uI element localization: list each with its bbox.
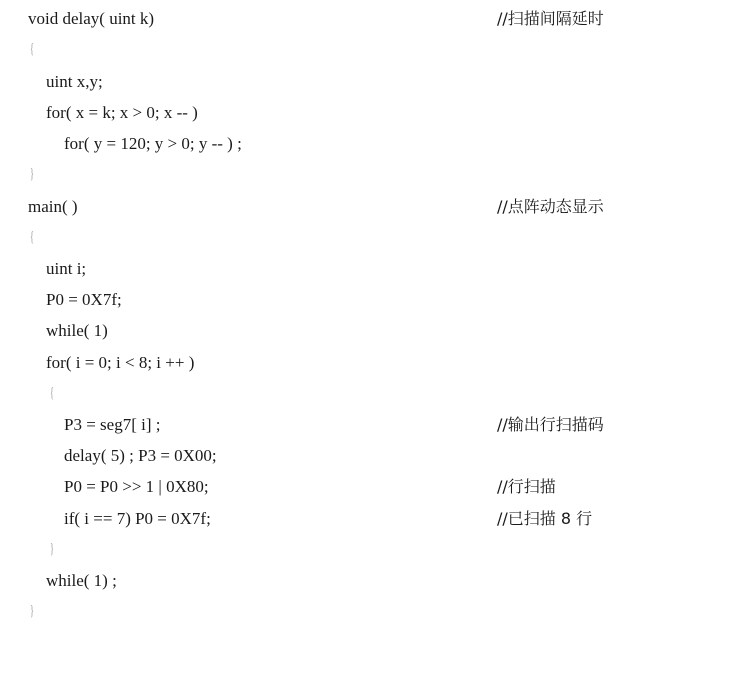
close-brace: } — [30, 166, 34, 182]
code-text: if( i == 7) P0 = 0X7f; — [64, 509, 211, 528]
code-line — [0, 34, 730, 65]
code-line — [0, 378, 730, 409]
code-line — [0, 409, 730, 440]
code-line — [0, 315, 730, 346]
code-line — [0, 159, 730, 190]
open-brace: { — [30, 229, 34, 245]
code-text: P3 = seg7[ i] ; — [64, 415, 161, 434]
code-line — [0, 440, 730, 471]
code-line — [0, 503, 730, 534]
code-line — [0, 3, 730, 34]
code-comment: //已扫描 8 行 — [497, 509, 593, 528]
code-comment: //点阵动态显示 — [497, 197, 604, 216]
code-line — [0, 191, 730, 222]
code-comment: //输出行扫描码 — [497, 415, 604, 434]
code-line — [0, 596, 730, 627]
code-text: uint x,y; — [46, 72, 103, 91]
code-line — [0, 284, 730, 315]
open-brace: { — [50, 385, 54, 401]
open-brace: { — [30, 41, 34, 57]
code-text: P0 = P0 >> 1 | 0X80; — [64, 477, 209, 496]
code-line — [0, 534, 730, 565]
code-text: for( x = k; x > 0; x -- ) — [46, 103, 198, 122]
code-text: while( 1) ; — [46, 571, 117, 590]
code-text: while( 1) — [46, 321, 108, 340]
code-line — [0, 347, 730, 378]
code-text: uint i; — [46, 259, 87, 278]
code-text: void delay( uint k) — [28, 9, 155, 28]
code-text: for( i = 0; i < 8; i ++ ) — [46, 353, 195, 372]
code-line — [0, 128, 730, 159]
code-text: P0 = 0X7f; — [46, 290, 122, 309]
code-line — [0, 565, 730, 596]
close-brace: } — [50, 541, 54, 557]
code-line — [0, 253, 730, 284]
code-text: delay( 5) ; P3 = 0X00; — [64, 446, 217, 465]
code-comment: //扫描间隔延时 — [497, 9, 604, 28]
code-text: main( ) — [28, 197, 78, 216]
code-line — [0, 97, 730, 128]
close-brace: } — [30, 603, 34, 619]
code-line — [0, 222, 730, 253]
code-line — [0, 471, 730, 502]
code-comment: //行扫描 — [497, 477, 556, 496]
code-line — [0, 66, 730, 97]
code-text: for( y = 120; y > 0; y -- ) ; — [64, 134, 242, 153]
